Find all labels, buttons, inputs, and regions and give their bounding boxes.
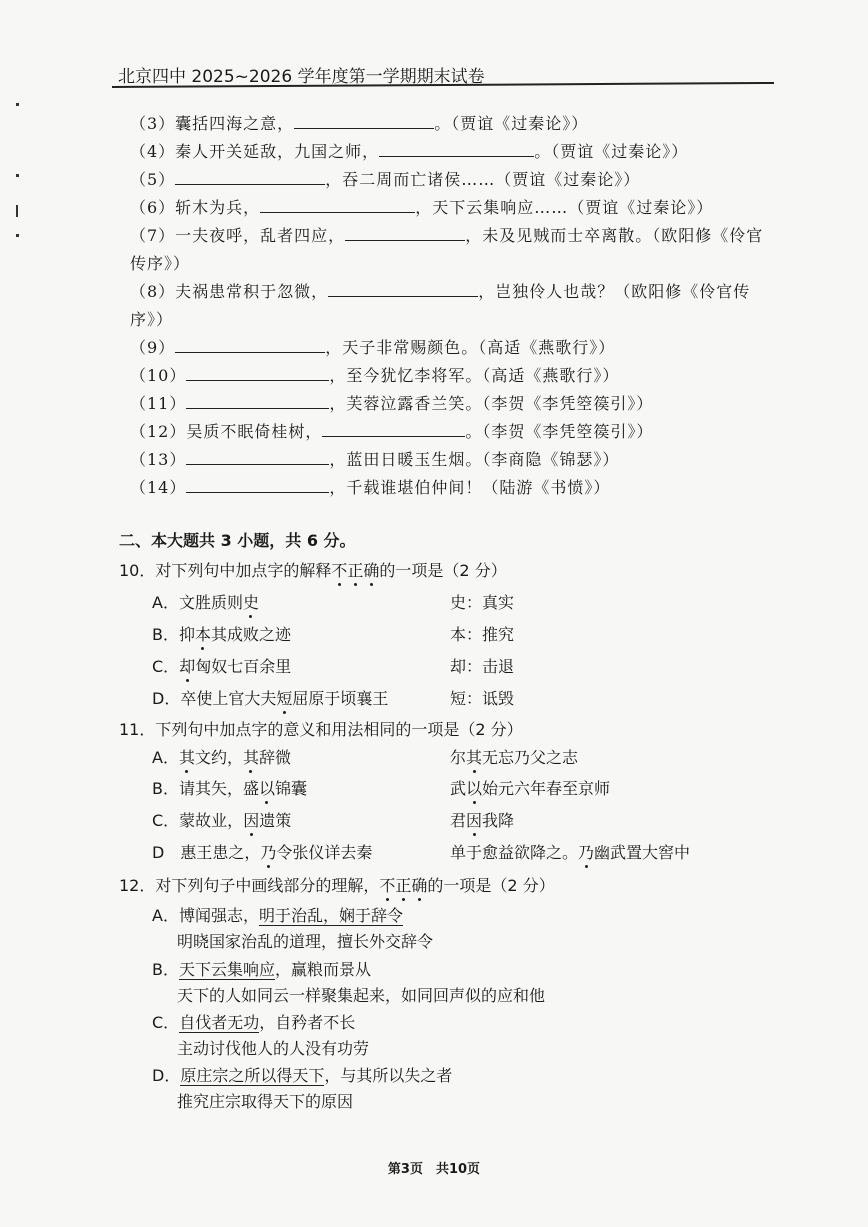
answer-blank[interactable] bbox=[294, 114, 434, 129]
q11-option-b-right: 武以始元六年春至京师 bbox=[450, 779, 611, 798]
fill-in-text: 。（李贺《李凭箜篌引》） bbox=[465, 422, 654, 441]
scan-mark bbox=[16, 174, 19, 177]
fill-in-line bbox=[130, 111, 588, 134]
section-2-title: 二、本大题共 3 小题，共 6 分。 bbox=[119, 531, 356, 550]
answer-blank[interactable] bbox=[345, 226, 465, 241]
scan-mark bbox=[16, 103, 19, 106]
fill-in-text: ，天下云集响应……（贾谊《过秦论》） bbox=[415, 198, 714, 217]
q10-option-b-gloss: 本：推究 bbox=[450, 625, 515, 644]
fill-in-text: ，至今犹忆李将军。（高适《燕歌行》） bbox=[329, 366, 620, 385]
fill-in-text: ，千载谁堪伯仲间！（陆游《书愤》） bbox=[329, 478, 611, 497]
q11-stem: 11．下列句中加点字的意义和用法相同的一项是（2 分） bbox=[119, 720, 523, 739]
exam-header-title: 北京四中 2025~2026 学年度第一学期期末试卷 bbox=[118, 67, 485, 87]
q10-option-a-gloss: 史：真实 bbox=[450, 593, 515, 612]
q10-option-a: A．文胜质则史 bbox=[152, 593, 259, 612]
q12-option-d: D．原庄宗之所以得天下，与其所以失之者 bbox=[152, 1066, 453, 1085]
q10-option-d-gloss: 短：诋毁 bbox=[450, 689, 515, 708]
answer-blank[interactable] bbox=[328, 282, 478, 297]
q11-option-c: C．蒙故业，因遗策 bbox=[152, 811, 292, 830]
q10-option-b: B．抑本其成败之迹 bbox=[152, 625, 292, 644]
fill-in-text: （4）秦人开关延敌，九国之师， bbox=[130, 142, 380, 161]
fill-in-line bbox=[130, 475, 610, 498]
q10-stem: 10．对下列句中加点字的解释不正确的一项是（2 分） bbox=[119, 561, 507, 580]
fill-in-text: （10） bbox=[130, 366, 187, 385]
fill-in-text: 序》） bbox=[130, 310, 174, 329]
answer-blank[interactable] bbox=[186, 366, 329, 381]
q10-option-c-gloss: 却：击退 bbox=[450, 657, 515, 676]
answer-blank[interactable] bbox=[260, 198, 415, 213]
scan-mark bbox=[16, 205, 18, 217]
fill-in-line bbox=[130, 223, 763, 246]
fill-in-line bbox=[130, 167, 640, 190]
fill-in-line bbox=[130, 363, 619, 386]
fill-in-text: （14） bbox=[130, 478, 187, 497]
q12-option-d-explanation: 推究庄宗取得天下的原因 bbox=[177, 1092, 354, 1111]
fill-in-text: ，蓝田日暖玉生烟。（李商隐《锦瑟》） bbox=[329, 450, 620, 469]
q11-option-a: A．其文约，其辞微 bbox=[152, 748, 292, 767]
fill-in-line bbox=[130, 447, 619, 470]
fill-in-line bbox=[130, 139, 688, 162]
fill-in-text: （3）囊括四海之意， bbox=[130, 114, 295, 133]
answer-blank[interactable] bbox=[379, 142, 534, 157]
fill-in-text: ，岂独伶人也哉？（欧阳修《伶官传 bbox=[478, 282, 751, 301]
answer-blank[interactable] bbox=[175, 338, 325, 353]
scan-mark bbox=[16, 234, 19, 237]
answer-blank[interactable] bbox=[186, 478, 329, 493]
q10-option-c: C．却匈奴七百余里 bbox=[152, 657, 292, 676]
fill-in-text: （8）夫祸患常积于忽微， bbox=[130, 282, 329, 301]
fill-in-text: ，芙蓉泣露香兰笑。（李贺《李凭箜篌引》） bbox=[329, 394, 654, 413]
fill-in-text: 传序》） bbox=[130, 254, 191, 273]
q12-option-c: C．自伐者无功，自矜者不长 bbox=[152, 1013, 356, 1032]
q12-option-a: A．博闻强志，明于治乱，娴于辞令 bbox=[152, 906, 403, 925]
answer-blank[interactable] bbox=[186, 450, 329, 465]
fill-in-text: ，吞二周而亡诸侯……（贾谊《过秦论》） bbox=[325, 170, 641, 189]
q11-option-c-right: 君因我降 bbox=[450, 811, 515, 830]
fill-in-text: 。（贾谊《过秦论》） bbox=[534, 142, 689, 161]
fill-in-line bbox=[130, 335, 615, 358]
fill-in-text: （12）吴质不眠倚桂树， bbox=[130, 422, 323, 441]
fill-in-text: ，天子非常赐颜色。（高适《燕歌行》） bbox=[325, 338, 616, 357]
q12-option-b-explanation: 天下的人如同云一样聚集起来，如同回声似的应和他 bbox=[177, 986, 546, 1005]
page-number: 第3页 共10页 bbox=[387, 1162, 481, 1177]
answer-blank[interactable] bbox=[186, 394, 329, 409]
q10-option-d: D．卒使上官大夫短屈原于顷襄王 bbox=[152, 689, 389, 708]
fill-in-line bbox=[130, 251, 190, 274]
fill-in-text: （11） bbox=[130, 394, 187, 413]
q12-stem: 12．对下列句子中画线部分的理解，不正确的一项是（2 分） bbox=[119, 876, 555, 895]
fill-in-line bbox=[130, 195, 713, 218]
answer-blank[interactable] bbox=[175, 170, 325, 185]
q11-option-d-right: 单于愈益欲降之。乃幽武置大窖中 bbox=[450, 843, 691, 862]
q12-option-b: B．天下云集响应，赢粮而景从 bbox=[152, 960, 372, 979]
fill-in-line bbox=[130, 391, 653, 414]
q12-option-c-explanation: 主动讨伐他人的人没有功劳 bbox=[177, 1039, 370, 1058]
fill-in-text: 。（贾谊《过秦论》） bbox=[434, 114, 589, 133]
fill-in-text: ，未及见贼而士卒离散。（欧阳修《伶官 bbox=[465, 226, 764, 245]
fill-in-text: （7）一夫夜呼，乱者四应， bbox=[130, 226, 346, 245]
fill-in-line bbox=[130, 307, 173, 330]
fill-in-text: （5） bbox=[130, 170, 176, 189]
fill-in-line bbox=[130, 419, 653, 442]
q11-option-d: D 惠王患之，乃令张仪详去秦 bbox=[152, 843, 373, 862]
fill-in-text: （13） bbox=[130, 450, 187, 469]
answer-blank[interactable] bbox=[322, 422, 465, 437]
fill-in-text: （6）斩木为兵， bbox=[130, 198, 261, 217]
fill-in-line bbox=[130, 279, 750, 302]
fill-in-text: （9） bbox=[130, 338, 176, 357]
q12-option-a-explanation: 明晓国家治乱的道理，擅长外交辞令 bbox=[177, 932, 434, 951]
q11-option-a-right: 尔其无忘乃父之志 bbox=[450, 748, 579, 767]
q11-option-b: B．请其矢，盛以锦囊 bbox=[152, 779, 308, 798]
